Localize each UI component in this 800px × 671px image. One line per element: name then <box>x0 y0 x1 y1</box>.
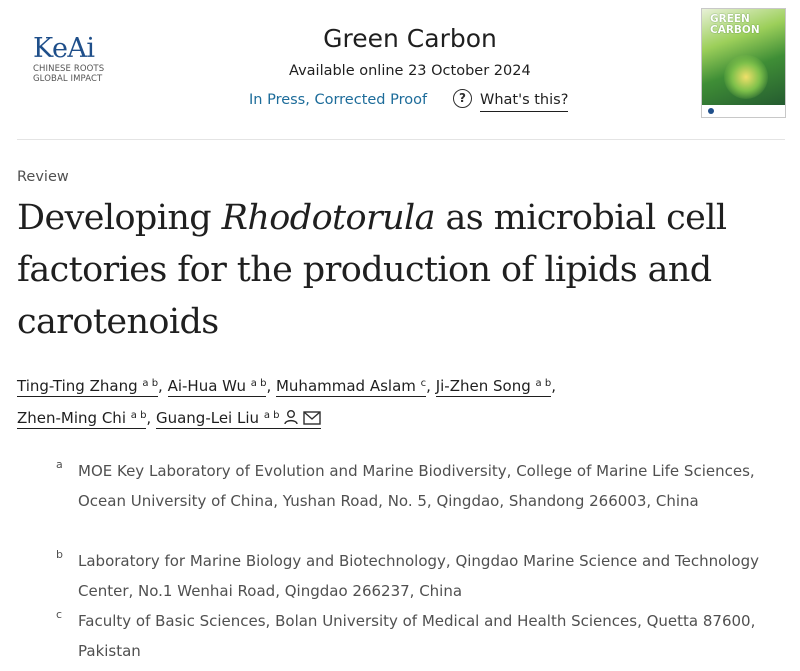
author-name: Muhammad Aslam <box>275 377 416 395</box>
article-title-genus: Rhodotorula <box>221 198 435 238</box>
author-name: Guang-Lei Liu <box>155 409 260 427</box>
publisher-logo-word: KeAi <box>33 33 95 64</box>
author-link[interactable] <box>168 377 267 397</box>
author-name: Ting-Ting Zhang <box>17 377 138 395</box>
affiliation-mark: a <box>56 458 63 471</box>
corresponding-author-link[interactable] <box>156 409 322 429</box>
cover-footer-strip <box>702 105 785 117</box>
author-link[interactable] <box>436 377 551 397</box>
cover-title-line-1: GREEN <box>710 13 750 25</box>
affiliation-text: MOE Key Laboratory of Evolution and Marine Biodiversity, College of Marine Life Sciences, Ocean University of China, Yushan Road, No. 5, Qingdao, Shandong 266003, China <box>78 462 755 510</box>
article-title <box>17 192 787 348</box>
in-press-link[interactable]: In Press, Corrected Proof <box>249 92 428 108</box>
journal-title[interactable]: Green Carbon <box>323 24 497 53</box>
affiliation-mark: c <box>56 608 63 621</box>
cover-artwork <box>724 55 768 99</box>
publisher-tagline-2: GLOBAL IMPACT <box>33 74 103 84</box>
author-affiliation-marks: a b <box>250 378 267 389</box>
author-name: Zhen-Ming Chi <box>17 409 126 427</box>
author-affiliation-marks: c <box>420 378 427 389</box>
person-icon <box>283 409 299 425</box>
header-divider <box>17 139 785 140</box>
affiliation-mark: b <box>56 548 63 561</box>
author-link[interactable] <box>276 377 426 397</box>
cover-title <box>710 14 782 36</box>
author-name: Ai-Hua Wu <box>167 377 246 395</box>
affiliation-text: Laboratory for Marine Biology and Biotechnology, Qingdao Marine Science and Technology Center, No.1 Wenhai Road, Qingdao 266237, China <box>78 552 759 600</box>
cover-title-line-2: CARBON <box>710 24 760 36</box>
available-online-date: Available online 23 October 2024 <box>289 63 531 79</box>
article-title-part-1: Developing <box>17 198 222 238</box>
author-link[interactable] <box>17 377 158 397</box>
author-affiliation-marks: a b <box>142 378 159 389</box>
question-circle-icon[interactable]: ? <box>453 89 472 108</box>
affiliation-text: Faculty of Basic Sciences, Bolan University of Medical and Health Sciences, Quetta 87600, Pakistan <box>78 612 756 660</box>
author-affiliation-marks: a b <box>130 410 147 421</box>
publisher-tagline-1: CHINESE ROOTS <box>33 64 105 74</box>
journal-cover-image[interactable] <box>701 8 786 118</box>
envelope-icon <box>303 411 321 425</box>
author-list: Ting-Ting Zhang $^{a b}$, Ai-Hua Wu $^{a b}$, Muhammad Aslam $^c$, Ji-Zhen Song $^{a b}$, Zhen-Ming Chi $^{a b}$, Guang-Lei Liu $^{a b}$ <box>17 377 556 427</box>
cover-logo-icon <box>708 108 714 114</box>
whats-this-link[interactable]: What's this? <box>480 89 568 112</box>
author-affiliation-marks: a b <box>535 378 552 389</box>
author-affiliation-marks: a b <box>263 410 280 421</box>
author-name: Ji-Zhen Song <box>435 377 531 395</box>
article-type: Review <box>17 169 69 185</box>
article-title-part-2: as microbial cell factories for the production of lipids and carotenoids <box>17 198 727 342</box>
author-link[interactable] <box>17 409 146 429</box>
